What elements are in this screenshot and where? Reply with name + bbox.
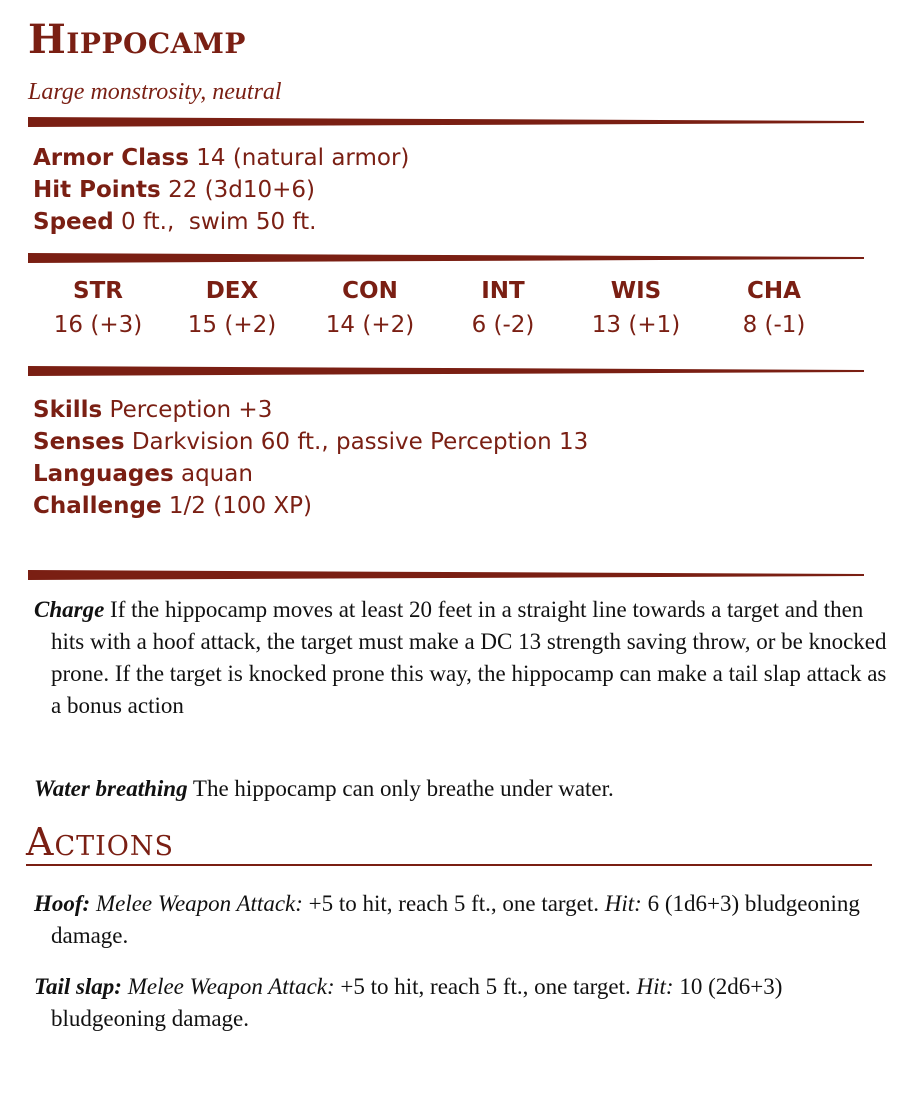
ability-cha: [709, 274, 839, 342]
trait-text: The hippocamp can only breathe under water.: [192, 776, 614, 801]
ability-value: 16 (+3): [53, 312, 143, 338]
ability-con: [305, 274, 435, 342]
trait-text: If the hippocamp moves at least 20 feet in a straight line towards a target and then hits with a hoof attack, the target must make a DC 13 strength saving throw, or be knocked prone. If the target is knocked prone this way, the hippocamp can make a tail slap attack as a bonus action: [51, 597, 887, 718]
actions-divider: [26, 864, 872, 866]
ability-label: INT: [481, 278, 525, 304]
skills-value: Perception +3: [109, 397, 273, 423]
skills-line: [33, 394, 588, 426]
ability-label: DEX: [205, 278, 259, 304]
challenge-value: 1/2 (100 XP): [168, 493, 313, 519]
details-block: [33, 394, 588, 522]
hit-points-value: 22 (3d10+6): [168, 177, 315, 203]
action-name: Tail slap:: [34, 974, 122, 999]
trait-charge: [34, 594, 891, 722]
defense-block: [33, 142, 409, 238]
ability-value: 6 (-2): [471, 312, 535, 338]
trait-name: Charge: [34, 597, 105, 622]
action-attack-text: +5 to hit, reach 5 ft., one target.: [340, 974, 631, 999]
senses-label: Senses: [33, 429, 125, 455]
ability-dex: [167, 274, 297, 342]
ability-value: 8 (-1): [742, 312, 806, 338]
ability-label: CHA: [747, 278, 801, 304]
section-divider: [28, 250, 864, 266]
section-divider: [28, 567, 864, 583]
ability-str: [33, 274, 163, 342]
section-divider: [28, 363, 864, 379]
armor-class-line: [33, 142, 409, 174]
ability-scores: [0, 274, 900, 350]
action-hit-text: 10 (2d6+3) bludgeoning damage.: [51, 974, 783, 1031]
ability-value: 13 (+1): [591, 312, 681, 338]
ability-label: STR: [73, 278, 123, 304]
armor-class-label: Armor Class: [33, 145, 189, 171]
monster-type: Large monstrosity, neutral: [28, 79, 282, 105]
action-attack-type: Melee Weapon Attack:: [127, 974, 335, 999]
ability-label: CON: [342, 278, 398, 304]
actions-heading: Actions: [26, 820, 175, 864]
trait-name: Water breathing: [34, 776, 188, 801]
ability-value: 14 (+2): [325, 312, 415, 338]
hit-points-line: [33, 174, 409, 206]
action-attack-type: Melee Weapon Attack:: [95, 891, 303, 916]
action-hit-label: Hit:: [604, 891, 642, 916]
action-attack-text: +5 to hit, reach 5 ft., one target.: [308, 891, 600, 916]
armor-class-value: 14 (natural armor): [196, 145, 410, 171]
speed-line: [33, 206, 409, 238]
ability-label: WIS: [610, 278, 662, 304]
speed-value: 0 ft., swim 50 ft.: [121, 209, 317, 235]
skills-label: Skills: [33, 397, 103, 423]
senses-line: [33, 426, 588, 458]
trait-water-breathing: [34, 773, 891, 805]
action-hit-label: Hit:: [636, 974, 674, 999]
challenge-line: [33, 490, 588, 522]
ability-value: 15 (+2): [187, 312, 277, 338]
ability-wis: [571, 274, 701, 342]
action-hoof: [34, 888, 891, 952]
ability-int: [438, 274, 568, 342]
action-name: Hoof:: [34, 891, 91, 916]
senses-value: Darkvision 60 ft., passive Perception 13: [131, 429, 589, 455]
languages-label: Languages: [33, 461, 174, 487]
section-divider: [28, 114, 864, 130]
challenge-label: Challenge: [33, 493, 162, 519]
action-tail-slap: [34, 971, 891, 1035]
languages-value: aquan: [180, 461, 253, 487]
speed-label: Speed: [33, 209, 114, 235]
monster-name: Hippocamp: [28, 16, 246, 63]
action-hit-text: 6 (1d6+3) bludgeoning damage.: [51, 891, 860, 948]
hit-points-label: Hit Points: [33, 177, 161, 203]
languages-line: [33, 458, 588, 490]
